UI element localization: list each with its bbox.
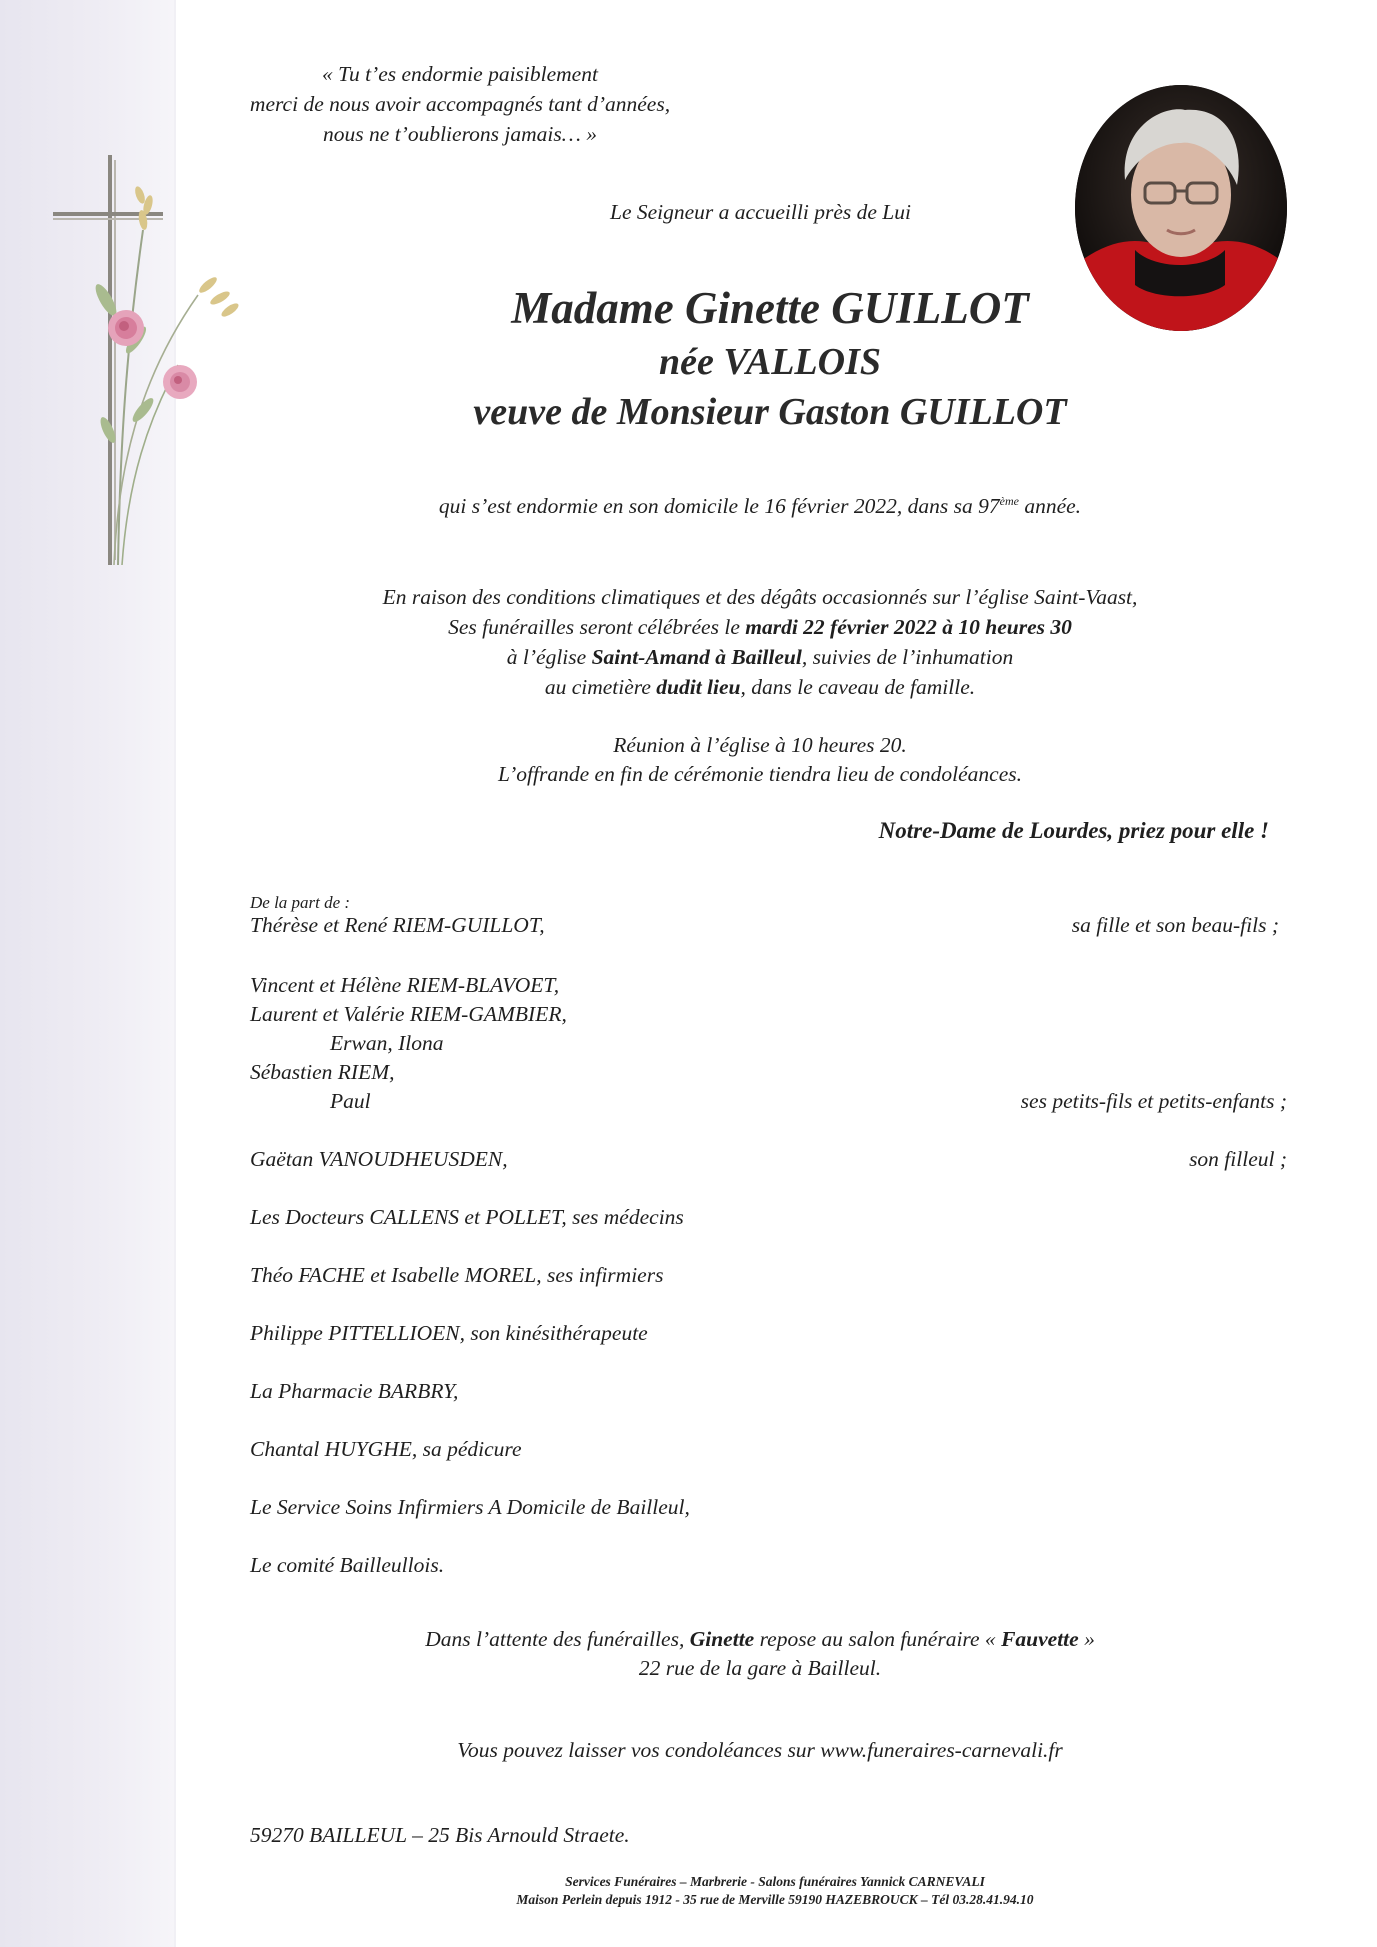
other-mourner: Chantal HUYGHE, sa pédicure [250,1437,522,1461]
death-text-after: année. [1018,494,1082,519]
deceased-name: Madame Ginette GUILLOT [511,283,1029,333]
rest-line-1e: » [1078,1627,1095,1651]
family-godson-relation: son filleul ; [1189,1147,1287,1171]
family-grandchild-2: Laurent et Valérie RIEM-GAMBIER, [250,1002,567,1026]
cross-flowers-illustration [48,150,288,580]
deceased-widow-of: veuve de Monsieur Gaston GUILLOT [473,391,1067,433]
prayer-text: Notre-Dame de Lourdes, priez pour elle ! [878,818,1269,843]
funeral-line-1: En raison des conditions climatiques et des dégâts occasionnés sur l’église Saint-Vaast, [382,585,1138,609]
funeral-line-2 [300,615,1220,640]
intro-text: Le Seigneur a accueilli près de Lui [610,200,911,224]
funeral-date: mardi 22 février 2022 à 10 heures 30 [745,615,1072,639]
death-announcement [300,494,1220,519]
rest-line-2: 22 rue de la gare à Bailleul. [638,1656,882,1680]
family-godson: Gaëtan VANOUDHEUSDEN, [250,1147,508,1171]
epigraph-line-3: nous ne t’oublierons jamais… » [323,122,597,146]
death-text-before: qui s’est endormie en son domicile le 16 février 2022, dans sa 97 [438,494,1000,519]
funeral-church: Saint-Amand à Bailleul [591,645,802,669]
family-great-grandchildren-1: Erwan, Ilona [330,1031,444,1055]
meeting-line-1: Réunion à l’église à 10 heures 20. [613,733,907,757]
funeral-line-4 [300,675,1220,700]
family-grandchildren-relation: ses petits-fils et petits-enfants ; [1020,1089,1287,1113]
funeral-place: dudit lieu [656,675,741,699]
funeral-line-3c: , suivies de l’inhumation [801,645,1014,669]
rest-line-1c: repose au salon funéraire « [754,1627,1002,1651]
family-great-grandchildren-2: Paul [330,1089,371,1113]
other-mourner: La Pharmacie BARBRY, [250,1379,459,1403]
family-daughter-relation: sa fille et son beau-fils ; [1071,913,1279,937]
other-mourner: Théo FACHE et Isabelle MOREL, ses infirmiers [250,1263,664,1287]
condolences-text: Vous pouvez laisser vos condoléances sur www.funeraires-carnevali.fr [457,1738,1063,1762]
funeral-line-3 [300,645,1220,670]
rest-line-1a: Dans l’attente des funérailles, [425,1627,690,1651]
other-mourner: Le Service Soins Infirmiers A Domicile de Bailleul, [250,1495,690,1519]
funeral-line-4c: , dans le caveau de famille. [740,675,976,699]
address-text: 59270 BAILLEUL – 25 Bis Arnould Straete. [250,1823,630,1847]
death-ordinal: ème [999,494,1019,508]
family-header: De la part de : [250,893,351,912]
epigraph-line-2: merci de nous avoir accompagnés tant d’années, [249,92,671,116]
funeral-line-3a: à l’église [506,645,592,669]
footer-line-1: Services Funéraires – Marbrerie - Salons funéraires Yannick CARNEVALI [565,1874,985,1889]
funeral-line-4a: au cimetière [544,675,657,699]
other-mourner: Les Docteurs CALLENS et POLLET, ses médecins [250,1205,684,1229]
family-daughter: Thérèse et René RIEM-GUILLOT, [250,913,545,937]
rest-line-1 [300,1627,1220,1652]
funeral-line-2a: Ses funérailles seront célébrées le [448,615,746,639]
meeting-line-2: L’offrande en fin de cérémonie tiendra lieu de condoléances. [497,762,1023,786]
other-mourner: Philippe PITTELLIOEN, son kinésithérapeute [250,1321,648,1345]
deceased-maiden-name: née VALLOIS [658,341,882,383]
footer-line-2: Maison Perlein depuis 1912 - 35 rue de Merville 59190 HAZEBROUCK – Tél 03.28.41.94.10 [516,1892,1034,1907]
rest-salon-name: Fauvette [1001,1627,1079,1651]
other-mourner: Le comité Bailleullois. [250,1553,445,1577]
rest-first-name: Ginette [689,1627,755,1651]
family-grandchild-3: Sébastien RIEM, [250,1060,395,1084]
family-grandchild-1: Vincent et Hélène RIEM-BLAVOET, [250,973,560,997]
epigraph-line-1: « Tu t’es endormie paisiblement [322,62,598,86]
